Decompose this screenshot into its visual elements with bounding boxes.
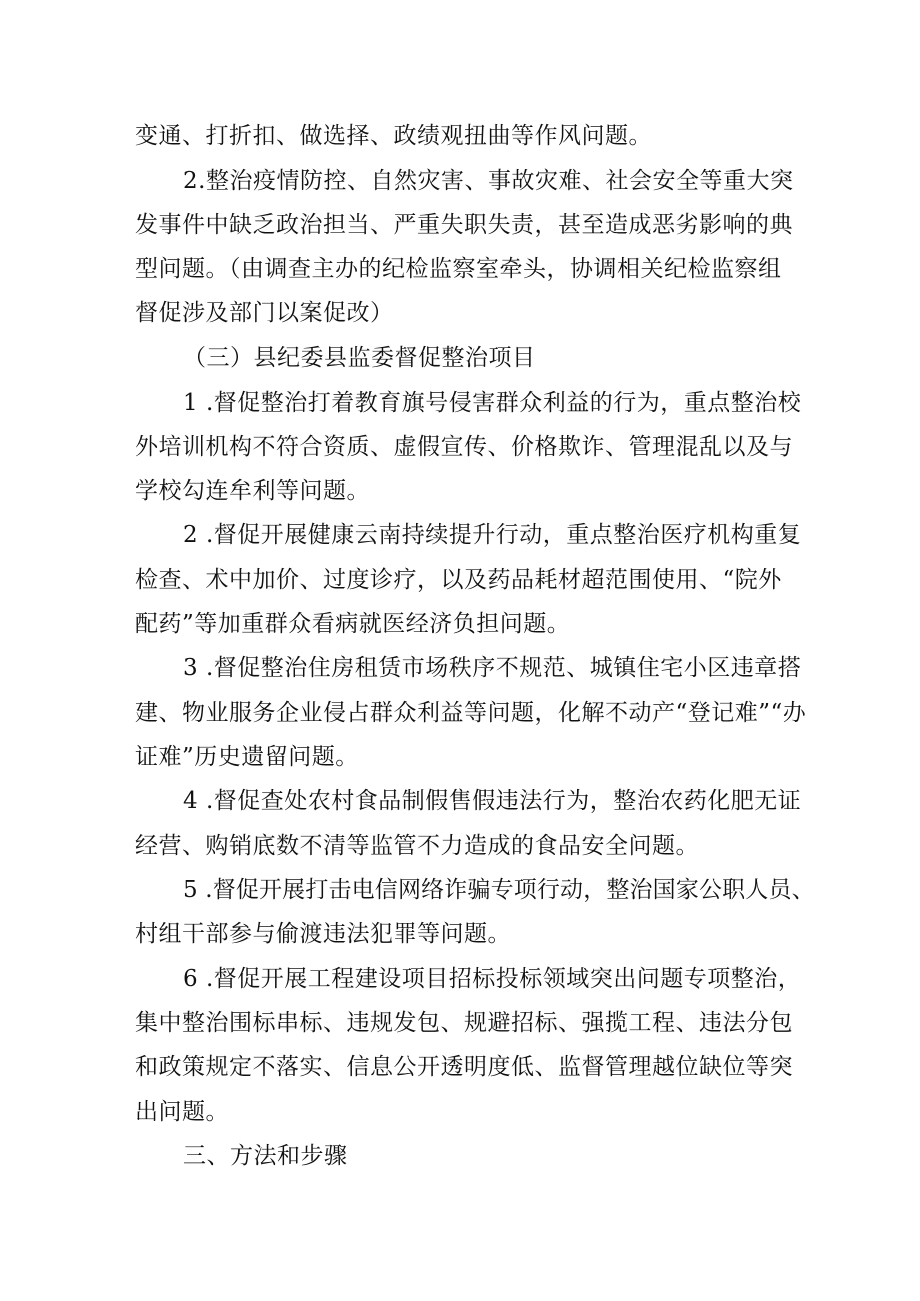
text-line: 2.整治疫情防控、自然灾害、事故灾难、社会安全等重大突 <box>183 168 794 194</box>
text-line: 集中整治围标串标、违规发包、规避招标、强揽工程、违法分包 <box>135 1010 793 1036</box>
text-line: 4 .督促查处农村食品制假售假违法行为，整治农药化肥无证 <box>183 788 802 814</box>
text-line: 发事件中缺乏政治担当、严重失职失责，甚至造成恶劣影响的典 <box>135 212 793 238</box>
section-heading: 三、方法和步骤 <box>183 1143 348 1169</box>
text-line: 经营、购销底数不清等监管不力造成的食品安全问题。 <box>135 833 699 859</box>
text-line: 和政策规定不落实、信息公开透明度低、监督管理越位缺位等突 <box>135 1054 793 1080</box>
text-line: 型问题。（由调查主办的纪检监察室牵头，协调相关纪检监察组 <box>135 256 782 282</box>
text-line: 5 .督促开展打击电信网络诈骗专项行动，整治国家公职人员、 <box>183 877 815 903</box>
text-line: 证难”历史遗留问题。 <box>135 744 359 770</box>
text-line: 1 .督促整治打着教育旗号侵害群众利益的行为，重点整治校 <box>183 390 802 416</box>
text-line: 建、物业服务企业侵占群众利益等问题，化解不动产“登记难”“办 <box>135 700 807 726</box>
text-line: 变通、打折扣、做选择、政绩观扭曲等作风问题。 <box>135 123 652 149</box>
text-line: 村组干部参与偷渡违法犯罪等问题。 <box>135 921 511 947</box>
section-heading: （三）县纪委县监委督促整治项目 <box>183 345 536 371</box>
text-line: 3 .督促整治住房租赁市场秩序不规范、城镇住宅小区违章搭 <box>183 655 802 681</box>
text-line: 2 .督促开展健康云南持续提升行动，重点整治医疗机构重复 <box>183 522 802 548</box>
text-line: 6 .督促开展工程建设项目招标投标领域突出问题专项整治， <box>183 966 802 992</box>
text-line: 检查、术中加价、过度诊疗，以及药品耗材超范围使用、“院外 <box>135 567 782 593</box>
text-line: 外培训机构不符合资质、虚假宣传、价格欺诈、管理混乱以及与 <box>135 434 793 460</box>
text-line: 学校勾连牟利等问题。 <box>135 478 370 504</box>
text-line: 出问题。 <box>135 1099 229 1125</box>
text-line: 配药”等加重群众看病就医经济负担问题。 <box>135 611 571 637</box>
text-line: 督促涉及部门以案促改） <box>135 300 394 326</box>
